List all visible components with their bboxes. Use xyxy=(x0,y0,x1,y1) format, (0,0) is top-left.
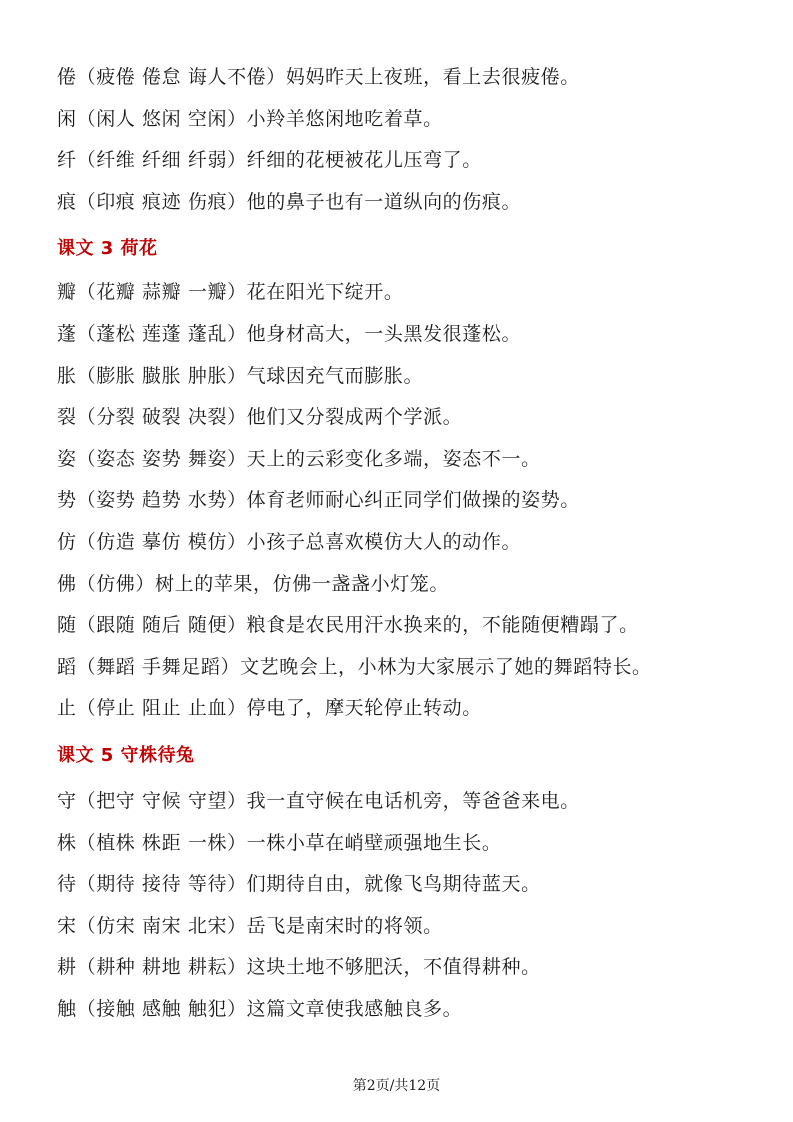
page-number: 第2页/共12页 xyxy=(352,1078,441,1094)
document-body xyxy=(57,62,757,1035)
vocab-line: 裂（分裂 破裂 决裂）他们又分裂成两个学派。 xyxy=(57,406,463,429)
vocab-line: 随（跟随 随后 随便）粮食是农民用汗水换来的，不能随便糟蹋了。 xyxy=(57,614,639,637)
vocab-line: 闲（闲人 悠闲 空闲）小羚羊悠闲地吃着草。 xyxy=(57,107,443,130)
vocab-line: 仿（仿造 摹仿 模仿）小孩子总喜欢模仿大人的动作。 xyxy=(57,530,522,553)
vocab-line: 待（期待 接待 等待）们期待自由，就像飞鸟期待蓝天。 xyxy=(57,873,541,896)
vocab-line: 倦（疲倦 倦怠 诲人不倦）妈妈昨天上夜班，看上去很疲倦。 xyxy=(57,66,580,88)
vocab-line: 佛（仿佛）树上的苹果，仿佛一盏盏小灯笼。 xyxy=(57,572,450,595)
vocab-line: 胀（膨胀 臌胀 肿胀）气球因充气而膨胀。 xyxy=(57,364,424,387)
vocab-line: 守（把守 守候 守望）我一直守候在电话机旁，等爸爸来电。 xyxy=(57,789,580,812)
vocab-line: 痕（印痕 痕迹 伤痕）他的鼻子也有一道纵向的伤痕。 xyxy=(57,190,522,213)
vocab-line: 触（接触 感触 触犯）这篇文章使我感触良多。 xyxy=(57,997,463,1020)
section-title-lesson-5: 课文 5 守株待兔 xyxy=(57,744,195,766)
vocab-line: 纤（纤维 纤细 纤弱）纤细的花梗被花儿压弯了。 xyxy=(57,149,482,172)
vocab-line: 蹈（舞蹈 手舞足蹈）文艺晚会上，小林为大家展示了她的舞蹈特长。 xyxy=(57,655,652,678)
vocab-line: 株（植株 株距 一株）一株小草在峭壁顽强地生长。 xyxy=(57,831,502,854)
section-title-lesson-3: 课文 3 荷花 xyxy=(57,238,158,260)
vocab-line: 势（姿势 趋势 水势）体育老师耐心纠正同学们做操的姿势。 xyxy=(57,489,580,512)
vocab-line: 耕（耕种 耕地 耕耘）这块土地不够肥沃，不值得耕种。 xyxy=(57,956,541,979)
vocab-line: 宋（仿宋 南宋 北宋）岳飞是南宋时的将领。 xyxy=(57,914,443,937)
vocab-line: 蓬（蓬松 莲蓬 蓬乱）他身材高大，一头黑发很蓬松。 xyxy=(57,322,522,345)
vocab-line: 止（停止 阻止 止血）停电了，摩天轮停止转动。 xyxy=(57,697,482,720)
vocab-line: 姿（姿态 姿势 舞姿）天上的云彩变化多端，姿态不一。 xyxy=(57,447,541,470)
vocab-line: 瓣（花瓣 蒜瓣 一瓣）花在阳光下绽开。 xyxy=(57,281,404,304)
